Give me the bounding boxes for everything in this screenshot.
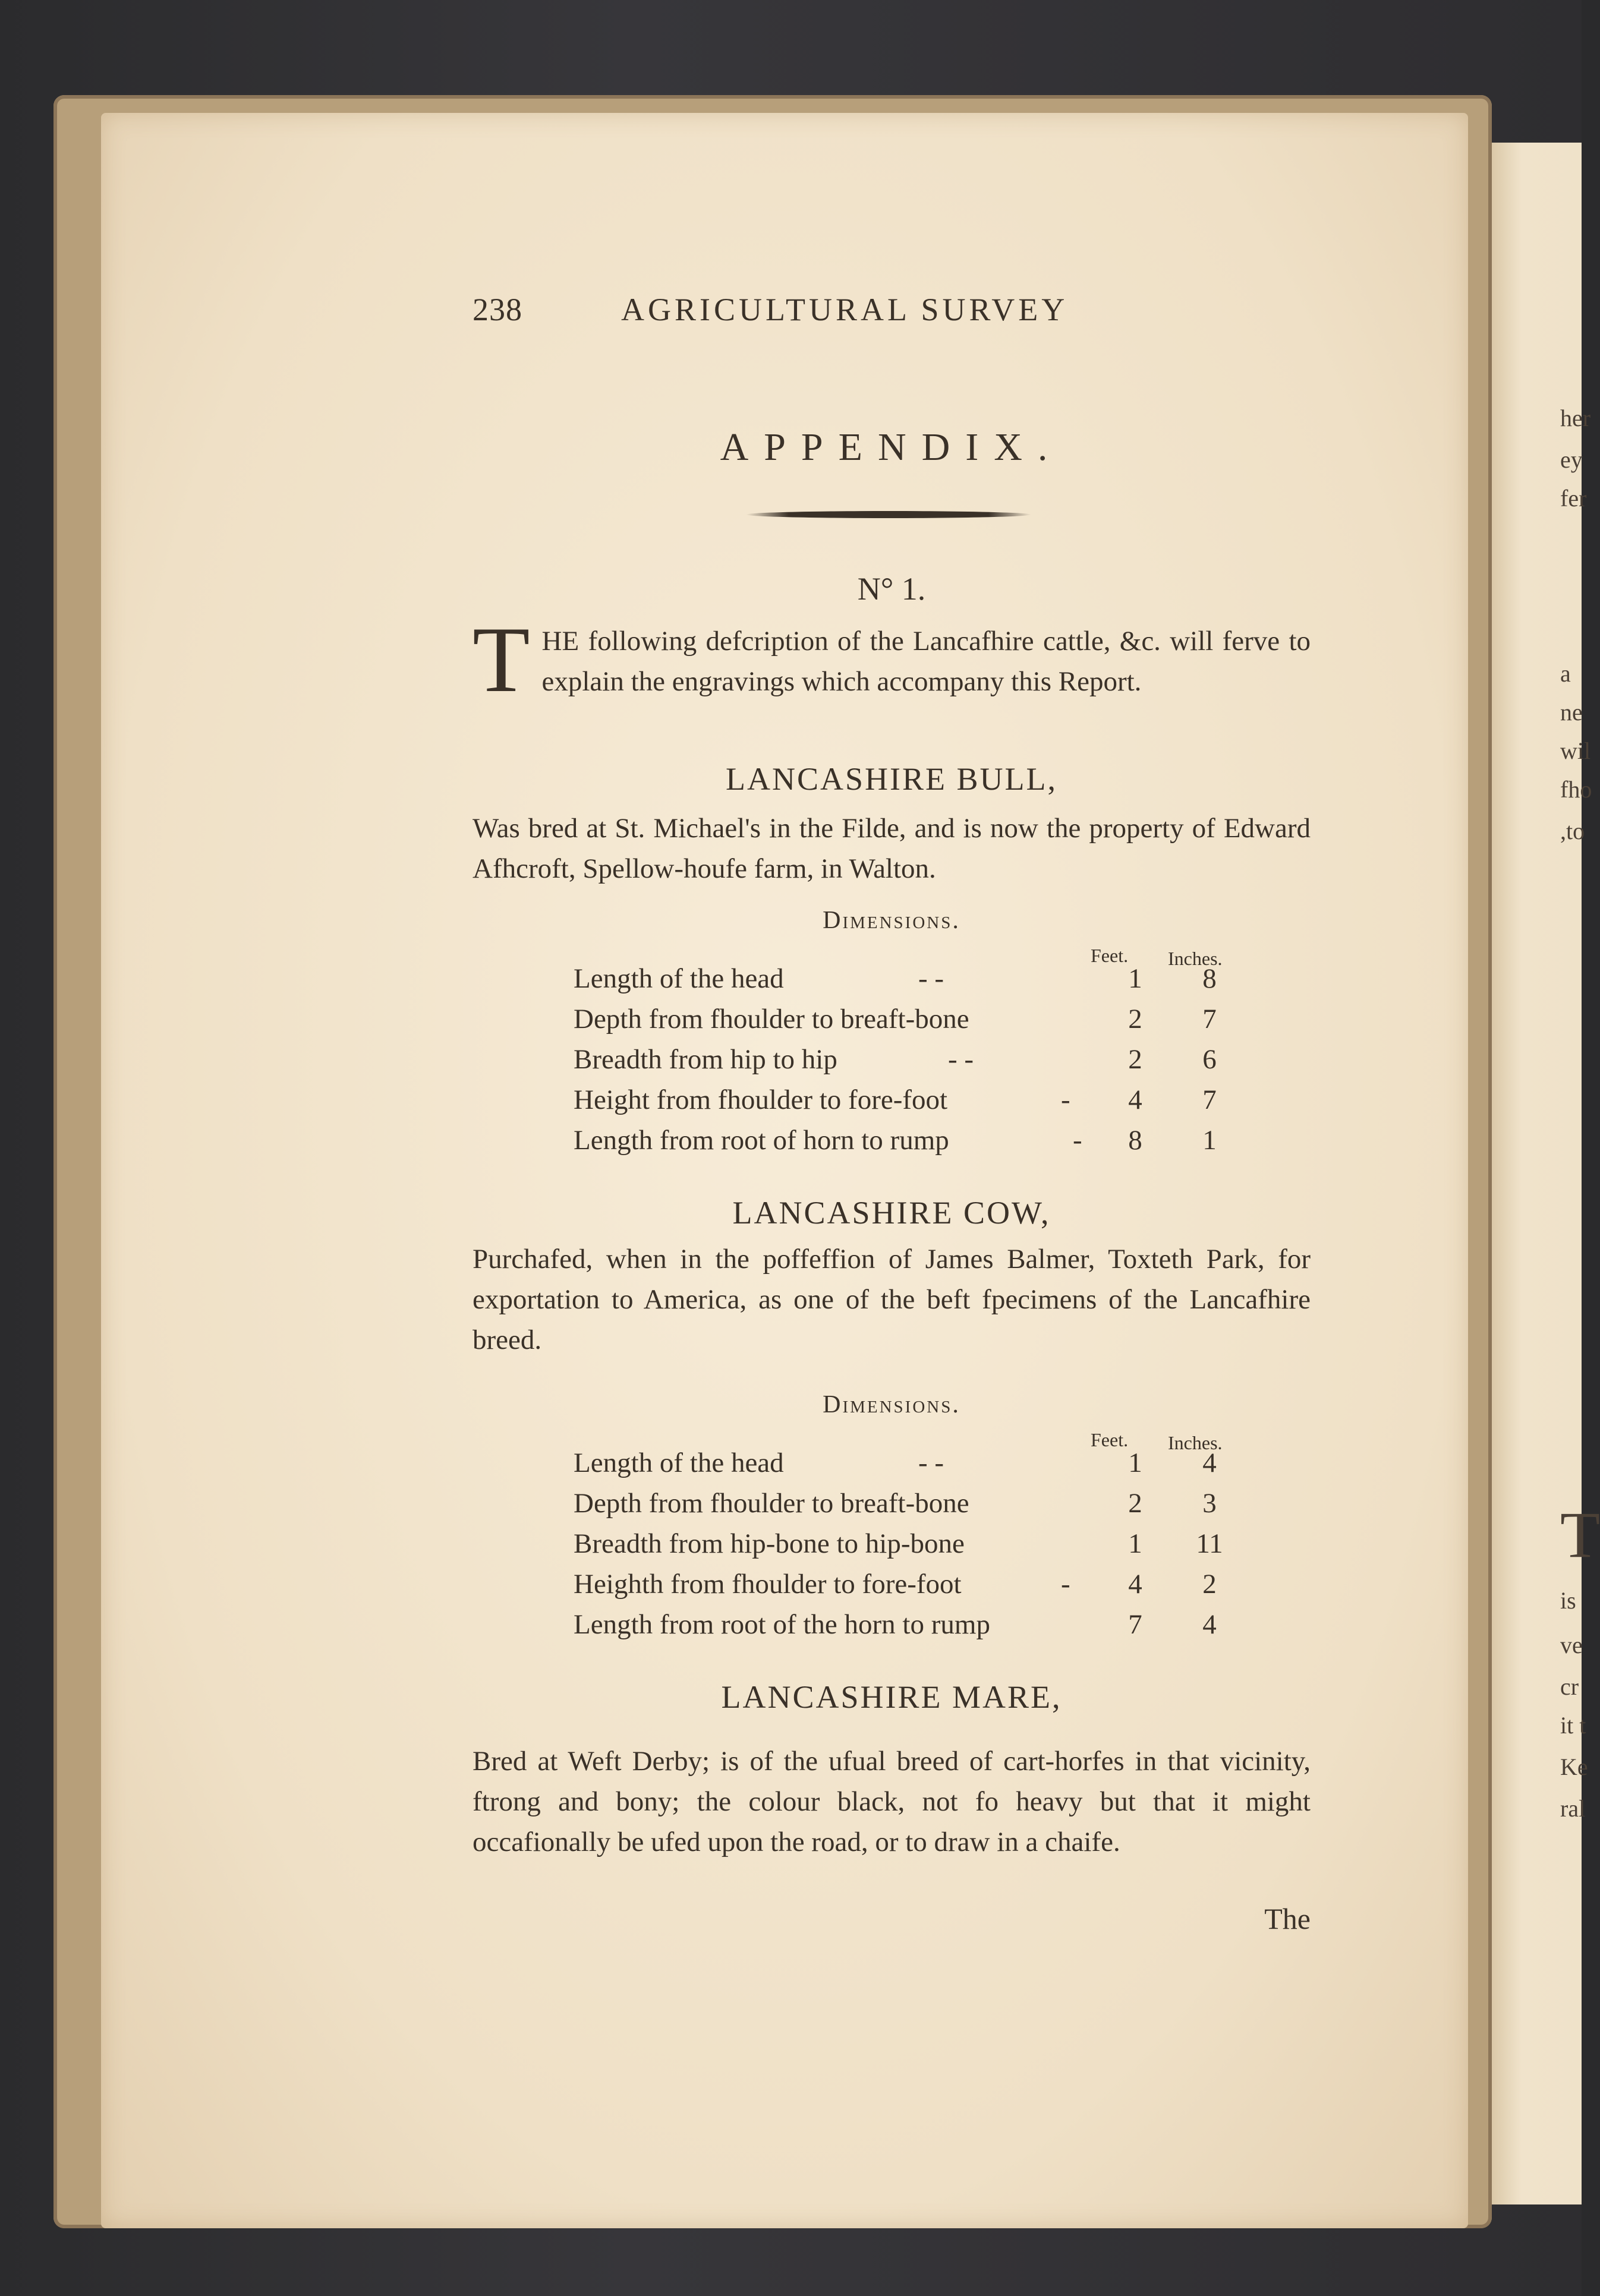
dimension-label: Length of the head	[574, 1447, 784, 1478]
bull-dimension-row	[574, 1043, 1227, 1084]
facing-fragment: T	[1560, 1499, 1600, 1571]
dimension-dash: -	[1061, 1084, 1070, 1115]
facing-fragment: Ke	[1560, 1753, 1588, 1780]
dimension-label: Length from root of the horn to rump	[574, 1609, 990, 1640]
facing-fragment: a	[1560, 660, 1571, 687]
cow-dimensions-title: Dimensions.	[823, 1391, 960, 1418]
mare-heading: LANCASHIRE MARE,	[721, 1679, 1062, 1715]
dimension-inches: 11	[1196, 1528, 1223, 1559]
cow-feet-header: Feet.	[1091, 1429, 1129, 1450]
facing-fragment: ve	[1560, 1632, 1583, 1658]
dimension-label: Breadth from hip to hip	[574, 1044, 837, 1075]
facing-fragment: fho	[1560, 776, 1592, 803]
cow-dimension-row	[574, 1609, 1227, 1649]
bull-dimension-row	[574, 1124, 1227, 1165]
page-number: 238	[473, 292, 522, 327]
bull-dimension-row	[574, 1003, 1227, 1043]
bull-feet-header: Feet.	[1091, 945, 1129, 966]
dimension-feet: 2	[1128, 1004, 1142, 1035]
dimension-inches: 4	[1202, 1609, 1217, 1640]
running-title: AGRICULTURAL SURVEY	[621, 292, 1069, 327]
dimension-inches: 4	[1202, 1447, 1217, 1478]
ornamental-rule	[746, 511, 1031, 518]
drop-cap: T	[473, 608, 530, 712]
facing-fragment: ne	[1560, 699, 1583, 726]
facing-fragment: cr	[1560, 1673, 1579, 1700]
dimension-label: Depth from fhoulder to breaft-bone	[574, 1488, 969, 1519]
dimension-feet: 2	[1128, 1044, 1142, 1075]
catchword: The	[1264, 1902, 1311, 1935]
facing-fragment: her	[1560, 405, 1591, 431]
dimension-label: Height from fhoulder to fore-foot	[574, 1084, 948, 1115]
dimension-label: Length from root of horn to rump	[574, 1125, 949, 1156]
intro-paragraph	[473, 608, 1311, 712]
cow-dimension-row	[574, 1447, 1227, 1487]
bull-description: Was bred at St. Michael's in the Filde, and is now the property of Edward Afhcroft, Spellow-houfe farm, in Walton.	[473, 813, 1311, 884]
cow-heading: LANCASHIRE COW,	[732, 1195, 1051, 1231]
section-number: N° 1.	[857, 571, 926, 607]
dimension-feet: 1	[1128, 1528, 1142, 1559]
appendix-title: APPENDIX.	[720, 425, 1063, 469]
dimension-inches: 7	[1202, 1004, 1217, 1035]
dimension-inches: 6	[1202, 1044, 1217, 1075]
mare-description: Bred at Weft Derby; is of the ufual breed of cart-horfes in that vicinity, ftrong and bony; the colour black, not fo heavy but that it might occafionally be ufed upon the road, or to draw in a chaife.	[473, 1746, 1311, 1857]
dimension-feet: 2	[1128, 1488, 1142, 1519]
dimension-feet: 4	[1128, 1084, 1142, 1115]
facing-fragment: ,to	[1560, 818, 1585, 844]
dimension-feet: 8	[1128, 1125, 1142, 1156]
dimension-dash: - -	[918, 963, 944, 994]
bull-dimension-row	[574, 963, 1227, 1003]
dimension-dash: - -	[918, 1447, 944, 1478]
dimension-dash: -	[1061, 1569, 1070, 1600]
bull-heading: LANCASHIRE BULL,	[726, 761, 1057, 797]
dimension-inches: 1	[1202, 1125, 1217, 1156]
cow-description: Purchafed, when in the poffeffion of James Balmer, Toxteth Park, for exportation to America, as one of the beft fpecimens of the Lancafhire breed.	[473, 1244, 1311, 1355]
facing-fragment: fer	[1560, 485, 1587, 512]
dimension-label: Length of the head	[574, 963, 784, 994]
cow-dimension-row	[574, 1528, 1227, 1568]
facing-fragment: it t	[1560, 1712, 1586, 1739]
dimension-dash: -	[1073, 1125, 1082, 1156]
dimension-label: Depth from fhoulder to breaft-bone	[574, 1004, 969, 1035]
intro-text: HE following defcription of the Lancafhire cattle, &c. will ferve to explain the engravings which accompany this Report.	[541, 626, 1311, 697]
facing-fragment: is	[1560, 1587, 1576, 1614]
dimension-feet: 1	[1128, 1447, 1142, 1478]
cow-dimension-row	[574, 1487, 1227, 1528]
dimension-feet: 7	[1128, 1609, 1142, 1640]
bull-inches-header: Inches.	[1168, 948, 1223, 969]
bull-dimension-row	[574, 1084, 1227, 1124]
cow-dimension-row	[574, 1568, 1227, 1609]
running-header	[473, 291, 1311, 333]
cow-inches-header: Inches.	[1168, 1432, 1223, 1453]
dimension-inches: 7	[1202, 1084, 1217, 1115]
facing-fragment: ral	[1560, 1795, 1586, 1822]
dimension-dash: - -	[948, 1044, 974, 1075]
dimension-inches: 3	[1202, 1488, 1217, 1519]
dimension-inches: 2	[1202, 1569, 1217, 1600]
dimension-feet: 1	[1128, 963, 1142, 994]
dimension-inches: 8	[1202, 963, 1217, 994]
facing-fragment: wil	[1560, 737, 1591, 764]
dimension-feet: 4	[1128, 1569, 1142, 1600]
facing-fragment: ey	[1560, 446, 1583, 473]
facing-page-text	[1560, 0, 1600, 2296]
bull-dimensions-title: Dimensions.	[823, 907, 960, 934]
dimension-label: Heighth from fhoulder to fore-foot	[574, 1569, 962, 1600]
dimension-label: Breadth from hip-bone to hip-bone	[574, 1528, 965, 1559]
